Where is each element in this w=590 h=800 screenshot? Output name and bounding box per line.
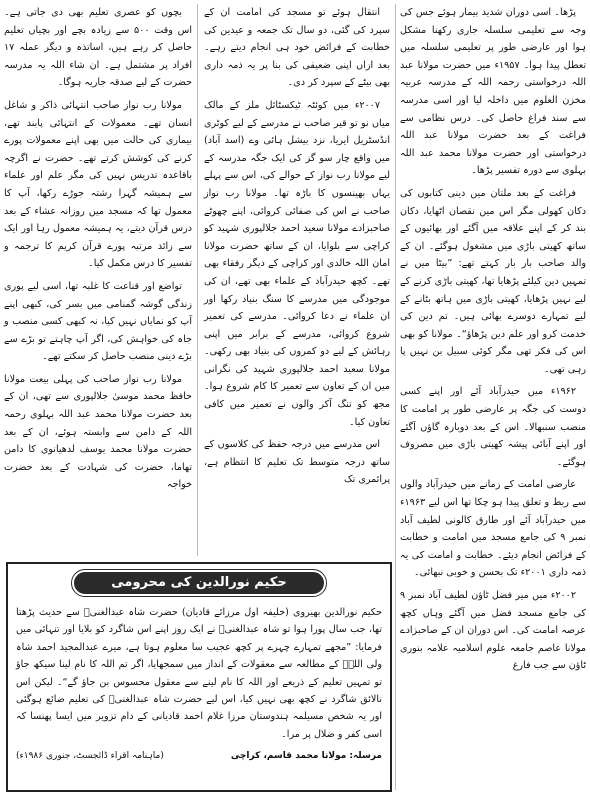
- column-divider: [395, 4, 396, 790]
- paragraph: مولانا رب نواز صاحب انتہائی ذاکر و شاغل انسان تھے۔ معمولات کے انتہائی پابند تھے، بیماری کی حالت میں بھی اپنے معمولات پورے کرنے کی کوشش کرتے تھے۔ حضرت نے اگرچہ باقاعدہ تدریس نہیں کی مگر علم اور علماء سے ہمیشہ گہرا رشتہ جوڑے رکھا، آپ کا معمول تھا کہ مسجد میں روزانہ عشاء کے بعد درس قرآن دیتے، یہ ہمیشہ معمول رہا اور ایک سے زائد مرتبہ پورے قرآن کریم کا ترجمہ و تفسیر کا درس مکمل کیا۔: [4, 99, 192, 270]
- paragraph: عارضی امامت کے زمانے میں حیدرآباد والوں سے ربط و تعلق پیدا ہو چکا تھا اس لیے ۱۹۶۳ء میں حیدرآباد آئے اور طارق کالونی لطیف آباد نمبر ۹ کی جامع مسجد میں امامت و خطابت کے فرائض انجام دیئے۔ خطابت و امامت کی یہ ذمہ داری ۲۰۰۱ء تک بحسن و خوبی نبھائی۔: [400, 479, 586, 579]
- paragraph: تواضع اور قناعت کا غلبہ تھا، اسی لیے پوری زندگی گوشہ گمنامی میں بسر کی، کبھی اپنے آپ کو نمایاں نہیں کیا، نہ کبھی کسی منصب و جاہ کی خواہش کی، اگر آپ چاہتے تو بڑے سے بڑے دینی منصب حاصل کر سکتے تھے۔: [4, 280, 192, 363]
- paragraph: ۲۰۰۲ء میں میر فضل ٹاؤن لطیف آباد نمبر ۹ کی جامع مسجد فضل میں آگئے وہاں کچھ عرصہ امامت کی۔ اس دوران ان کے صاحبزادے مولانا عاصم جامعہ علوم اسلامیہ علامہ بنوری ٹاؤن سے جب فارغ: [400, 590, 586, 672]
- inset-box-footer: [16, 749, 382, 763]
- column-divider: [197, 4, 198, 556]
- article-column-middle: [204, 4, 390, 560]
- paragraph: بچوں کو عصری تعلیم بھی دی جاتی ہے۔ اس وقت ۵۰۰ سے زیادہ بچے اور بچیاں تعلیم حاصل کر رہے ہیں، اساتذہ و دیگر عملہ ۱۷ افراد پر مشتمل ہے۔ ان شاء اللہ یہ مدرسہ حضرت کے لیے صدقہ جاریہ ہوگا۔: [4, 7, 192, 89]
- inset-box-heading: حکیم نورالدین کی محرومی: [72, 570, 326, 596]
- inset-box: [6, 562, 392, 792]
- inset-box-body: حکیم نورالدین بھیروی (خلیفہ اول مرزائے قادیان) حضرت شاہ عبدالغنیؒ سے حدیث پڑھتا تھا، جب سال پورا ہوا تو شاہ عبدالغنیؒ نے ایک روز اپنے اس شاگرد کو بلایا اور تنہائی میں فرمایا: ”مجھے تمہارے چہرے پر کچھ عجیب سا معلوم ہوتا ہے، میرے عبدالمجید احمد شاہ ولی اللہؒ کے مطالعہ سے معقولات کے انداز میں سمجھایا، اگر تم اللہ کا نام لینا سیکھ جاؤ تو تمہیں تعلیم کے ذریعے اور اللہ کا نام لینے سے معقول محسوس بن جاؤ گے“۔ لیکن اس نالائق شاگرد نے کچھ بھی نہیں کیا، اس لیے حضرت شاہ عبدالغنیؒ کی تعلیم ضائع ہوگئی اور یہ شخص مسیلمہ ہندوستان مرزا غلام احمد قادیانی کے دام تزویر میں ایسا پھنسا کہ اسی کفر و ضلال پر مرا۔: [16, 607, 382, 740]
- paragraph: انتقال ہوئے تو مسجد کی امامت ان کے سپرد کی گئی، دو سال تک جمعہ و عیدین کی خطابت کے فرائض خود ہی انجام دیتے رہے۔ بعد ازاں اپنی ضعیفی کی بنا پر یہ ذمہ داری بھی بیٹے کے سپرد کر دی۔: [204, 7, 390, 89]
- inset-box-source: (ماہنامہ اقراء ڈائجسٹ، جنوری ۱۹۸۶ء): [16, 751, 164, 762]
- paragraph: اس مدرسے میں درجہ حفظ کی کلاسوں کے ساتھ درجہ متوسط تک تعلیم کا انتظام ہے، پرائمری تک: [204, 439, 390, 486]
- paragraph: فراغت کے بعد ملتان میں دینی کتابوں کی دکان کھولی مگر اس میں نقصان اٹھایا، دکان بند کر کے اپنے علاقہ میں آگئے اور بھائیوں کے ساتھ کھیتی باڑی میں مشغول ہوگئے۔ ان کے والد صاحب بار بار کہتے تھے: ”بیٹا میں نے تمہیں دین کیلئے پڑھایا تھا، کھیتی باڑی کرنے کے لیے نہیں پڑھایا، کھیتی باڑی میں ہاتھ بٹانے کے لیے تمہارے دوسرے بھائی ہیں۔ تم دین کی خدمت کرو اور علم دین پڑھاؤ“۔ مولانا کو بھی اس کی فکر تھی مگر کوئی سبیل بن نہیں پا رہی تھی۔: [400, 187, 586, 375]
- inset-box-sender: مرسلہ: مولانا محمد قاسم، کراچی: [230, 751, 382, 762]
- article-column-left: [4, 4, 192, 560]
- paragraph: پڑھا۔ اسی دوران شدید بیمار ہوئے جس کی وجہ سے تعلیمی سلسلہ جاری رکھنا مشکل ہوا اور عارضی طور پر تعلیمی سلسلہ میں تعطل پیدا ہوا۔ ۱۹۵۷ء میں حضرت مولانا عبد اللہ درخواستی رحمہ اللہ کے مدرسہ عربیہ مخزن العلوم میں داخلہ لیا اور اسی مدرسہ سے سند فراغ حاصل کی۔ درس نظامی سے فراغت کے بعد حضرت مولانا عبد اللہ درخواستی اور حضرت مولانا محمد عبد اللہ بہلوی سے دورہ تفسیر پڑھا۔: [400, 7, 587, 177]
- article-column-right: [400, 4, 586, 796]
- paragraph: ۱۹۶۲ء میں حیدرآباد آئے اور اپنے کسی دوست کی جگہ پر عارضی طور پر امامت کا منصب سنبھالا۔ اس کے بعد دوبارہ گاؤں آگئے اور اپنے آبائی پیشہ کھیتی باڑی میں مصروف ہوگئے۔: [400, 386, 586, 468]
- paragraph: ۲۰۰۷ء میں کوئٹہ ٹیکسٹائل ملز کے مالک میاں نو تو قیر صاحب نے مدرسے کے لیے کوٹری انڈسٹریل ایریا، نزد بیشل ہائی وے (اسد آباد) میں واقع چار سو گز کی ایک جگہ مدرسہ کے لیے مولانا رب نواز کے حوالے کی، اس سے پہلے یہاں بھینسوں کا باڑہ تھا۔ مولانا رب نواز صاحب نے اس کی صفائی کروائی، اپنے چھوٹے صاحبزادے مولانا سعید احمد جلالپوری شہید کو کراچی سے بلوایا، ان کے ساتھ حضرت مولانا امان اللہ خالدی اور کراچی کے دیگر رفقاء بھی تھے۔ کچھ حیدرآباد کے علماء بھی تھے، ان کی موجودگی میں مدرسے کا سنگ بنیاد رکھا اور ان علماء نے دعا کروائی۔ مدرسے کی تعمیر شروع کروائی، مدرسے کے برابر میں اپنی رہائش کے لیے دو کمروں کی بنیاد بھی رکھی۔ مولانا سعید احمد جلالپوری شہید کی نگرانی میں ان کے تعاون سے تعمیر کا کام شروع ہوا۔ مجھ کو تنگ آکر والوں نے تعمیر میں کافی تعاون کیا۔: [204, 99, 390, 428]
- paragraph: مولانا رب نواز صاحب کی پہلی بیعت مولانا حافظ محمد موسیٰ جلالپوری سے تھی، ان کے بعد حضرت مولانا محمد عبد اللہ بہلوی رحمہ اللہ کے دامن سے وابستہ ہوئے، ان کے بعد حضرت مولانا محمد یوسف لدھیانوی کا دامن تھاما، حضرت کی شہادت کے بعد حضرت خواجہ: [4, 373, 192, 491]
